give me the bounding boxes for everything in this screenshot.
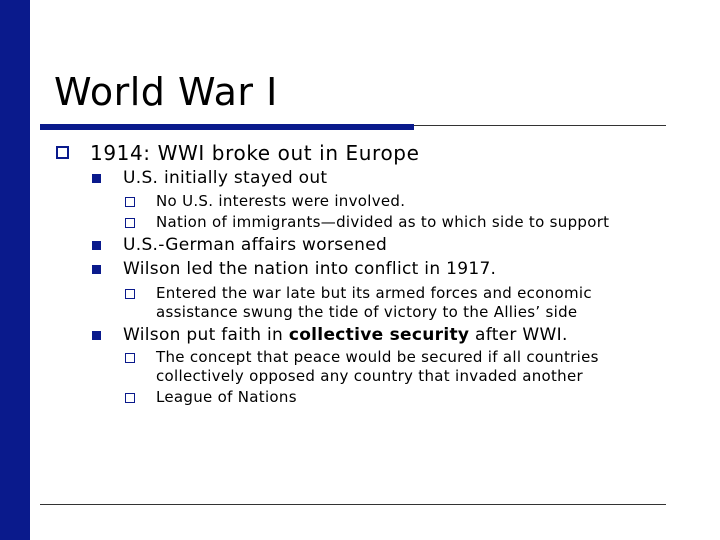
left-accent-bar [0, 0, 30, 540]
sub-bullet-german-affairs: U.S.-German affairs worsened [123, 235, 388, 255]
hollow-square-bullet-icon [125, 289, 135, 299]
footer-rule [40, 504, 666, 505]
title-underline-thin [414, 125, 666, 126]
sub-bullet-stayed-out: U.S. initially stayed out [123, 168, 328, 188]
filled-square-bullet-icon [92, 265, 101, 274]
sub-sub-bullet-league: League of Nations [156, 388, 297, 406]
filled-square-bullet-icon [92, 331, 101, 340]
collective-security-pre: Wilson put faith in [123, 325, 289, 345]
collective-security-post: after WWI. [469, 325, 568, 345]
hollow-square-bullet-icon [125, 353, 135, 363]
filled-square-bullet-icon [92, 174, 101, 183]
title-underline-thick [40, 124, 414, 130]
sub-sub-bullet-interests: No U.S. interests were involved. [156, 192, 406, 210]
sub-sub-bullet-immigrants: Nation of immigrants—divided as to which side to support [156, 213, 610, 231]
sub-sub-bullet-entered-war [156, 284, 592, 322]
sub-sub-bullet-entered-war-line2: assistance swung the tide of victory to the Allies’ side [156, 303, 578, 321]
sub-sub-bullet-peace-concept [156, 348, 599, 386]
sub-sub-bullet-entered-war-line1: Entered the war late but its armed forces and economic [156, 284, 592, 302]
slide-title: World War I [54, 70, 278, 114]
hollow-square-bullet-icon [56, 146, 69, 159]
bullet-1914: 1914: WWI broke out in Europe [90, 141, 420, 165]
collective-security-term: collective security [288, 325, 470, 345]
sub-bullet-wilson-led: Wilson led the nation into conflict in 1917. [123, 259, 497, 279]
hollow-square-bullet-icon [125, 393, 135, 403]
filled-square-bullet-icon [92, 241, 101, 250]
hollow-square-bullet-icon [125, 197, 135, 207]
sub-bullet-collective-security [123, 325, 568, 345]
hollow-square-bullet-icon [125, 218, 135, 228]
sub-sub-bullet-peace-concept-line2: collectively opposed any country that invaded another [156, 367, 583, 385]
sub-sub-bullet-peace-concept-line1: The concept that peace would be secured if all countries [156, 348, 599, 366]
